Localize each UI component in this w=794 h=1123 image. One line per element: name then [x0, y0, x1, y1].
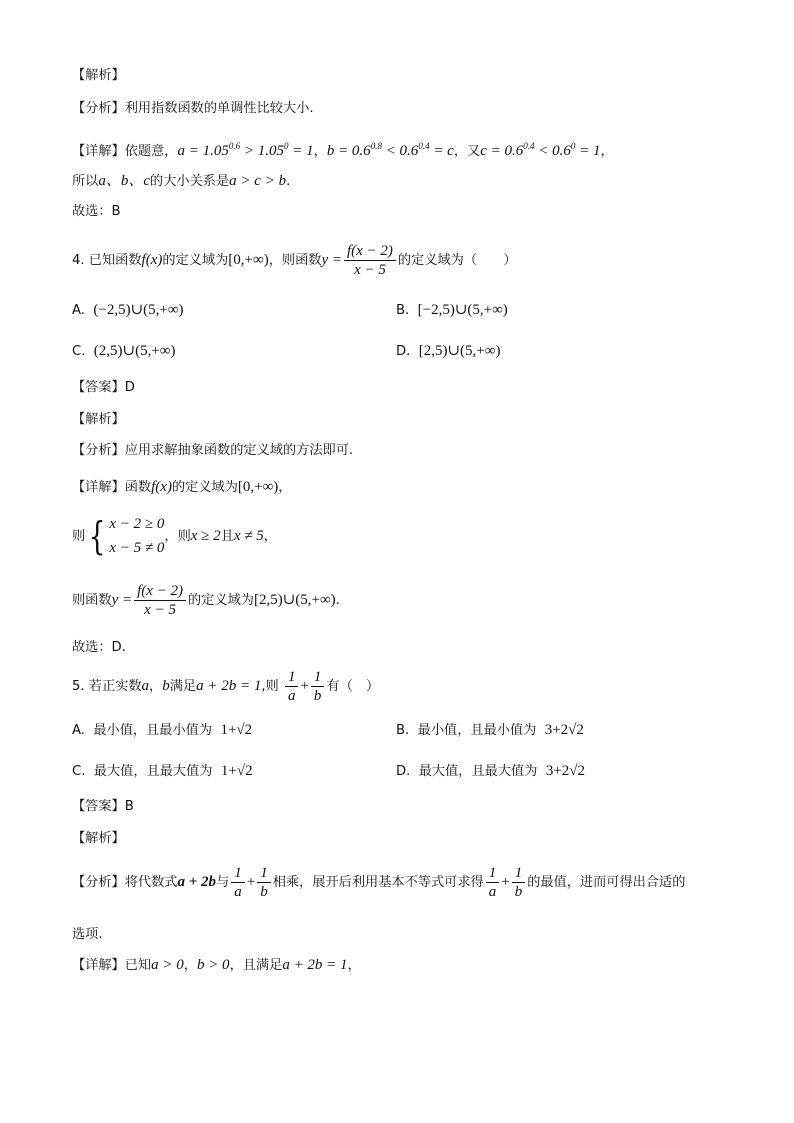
q5-xiangjie: 【详解】已知a > 0，b > 0，且满足a + 2b = 1， — [72, 957, 361, 973]
fraction: $\frac{1}{a}$ — [231, 864, 245, 901]
q4-xiangjie-line1: 【详解】函数f(x)的定义域为[0,+∞)， — [72, 479, 292, 495]
question-4-stem: 4. 已知函数f(x)的定义域为[0,+∞)，则函数y = $\frac{f(x - 2)}{x - 5}$ 的定义域为（ ） — [72, 242, 517, 278]
q4-option-d[interactable]: D. [2,5)∪(5,+∞) — [396, 343, 501, 359]
q5-fenxi: 【分析】将代数式a + 2b与 $\frac{1}{a}$ + $\frac{1}{b}$ 相乘，展开后利用基本不等式可求得 $\frac{1}{a}$ + $\frac{1}{b}$ 的最值，进而可得出合适的 — [72, 864, 686, 900]
fraction: $\frac{1}{a}$ — [486, 864, 500, 901]
q5-option-b[interactable]: B. 最小值，且最小值为 3+2√2 — [396, 722, 584, 738]
q4-answer: 【答案】D — [72, 380, 135, 395]
conclusion-line-q3: 所以a、b、c的大小关系是a > c > b. — [72, 173, 291, 189]
q4-option-c[interactable]: C. (2,5)∪(5,+∞) — [72, 343, 176, 359]
fenxi-line-q3: 【分析】利用指数函数的单调性比较大小. — [72, 101, 314, 116]
q4-inequality-system-line: 则 { x − 2 ≥ 0 x − 5 ≠ 0 ，则x ≥ 2且x ≠ 5， — [72, 514, 277, 558]
fraction: $\frac{f(x - 2)}{x - 5}$ — [134, 582, 186, 619]
q4-option-b[interactable]: B. [−2,5)∪(5,+∞) — [396, 302, 508, 318]
inequality-system: { x − 2 ≥ 0 x − 5 ≠ 0 — [88, 514, 165, 558]
q4-conclusion: 则函数y = $\frac{f(x - 2)}{x - 5}$ 的定义域为[2,5)∪(5,+∞). — [72, 582, 340, 618]
fraction: $\frac{1}{b}$ — [257, 864, 271, 901]
q4-option-a[interactable]: A. (−2,5)∪(5,+∞) — [72, 302, 184, 318]
q5-jiexi-heading: 【解析】 — [72, 831, 125, 846]
q5-option-a[interactable]: A. 最小值，且最小值为 1+√2 — [72, 722, 253, 738]
answer-choice-q3: 故选：B — [72, 204, 121, 219]
q4-answer-choice: 故选：D. — [72, 640, 126, 655]
q4-jiexi-heading: 【解析】 — [72, 412, 125, 427]
q5-option-d[interactable]: D. 最大值，且最大值为 3+2√2 — [396, 763, 586, 779]
jiexi-heading-q3: 【解析】 — [72, 68, 125, 83]
q5-fenxi-cont: 选项. — [72, 927, 103, 942]
q5-answer: 【答案】B — [72, 799, 134, 814]
fraction: $\frac{1}{b}$ — [512, 864, 526, 901]
q5-option-c[interactable]: C. 最大值，且最大值为 1+√2 — [72, 763, 253, 779]
fraction: $\frac{f(x - 2)}{x - 5}$ — [344, 242, 396, 279]
xiangjie-line-q3: 【详解】依题意，$a = 1.05^{0.6} > 1.05^0 = 1$，$b = 0.6^{0.8} < 0.6^{0.4} = c$，又$c = 0.6^{0.4} < 0.6^0 = 1$， — [72, 141, 614, 159]
fraction: $\frac{1}{a}$ — [285, 668, 299, 705]
question-5-stem: 5. 若正实数a，b满足a + 2b = 1,则 $\frac{1}{a}$ + $\frac{1}{b}$ 有（ ） — [72, 668, 380, 704]
q4-fenxi: 【分析】应用求解抽象函数的定义域的方法即可. — [72, 443, 354, 458]
fraction: $\frac{1}{b}$ — [311, 668, 325, 705]
